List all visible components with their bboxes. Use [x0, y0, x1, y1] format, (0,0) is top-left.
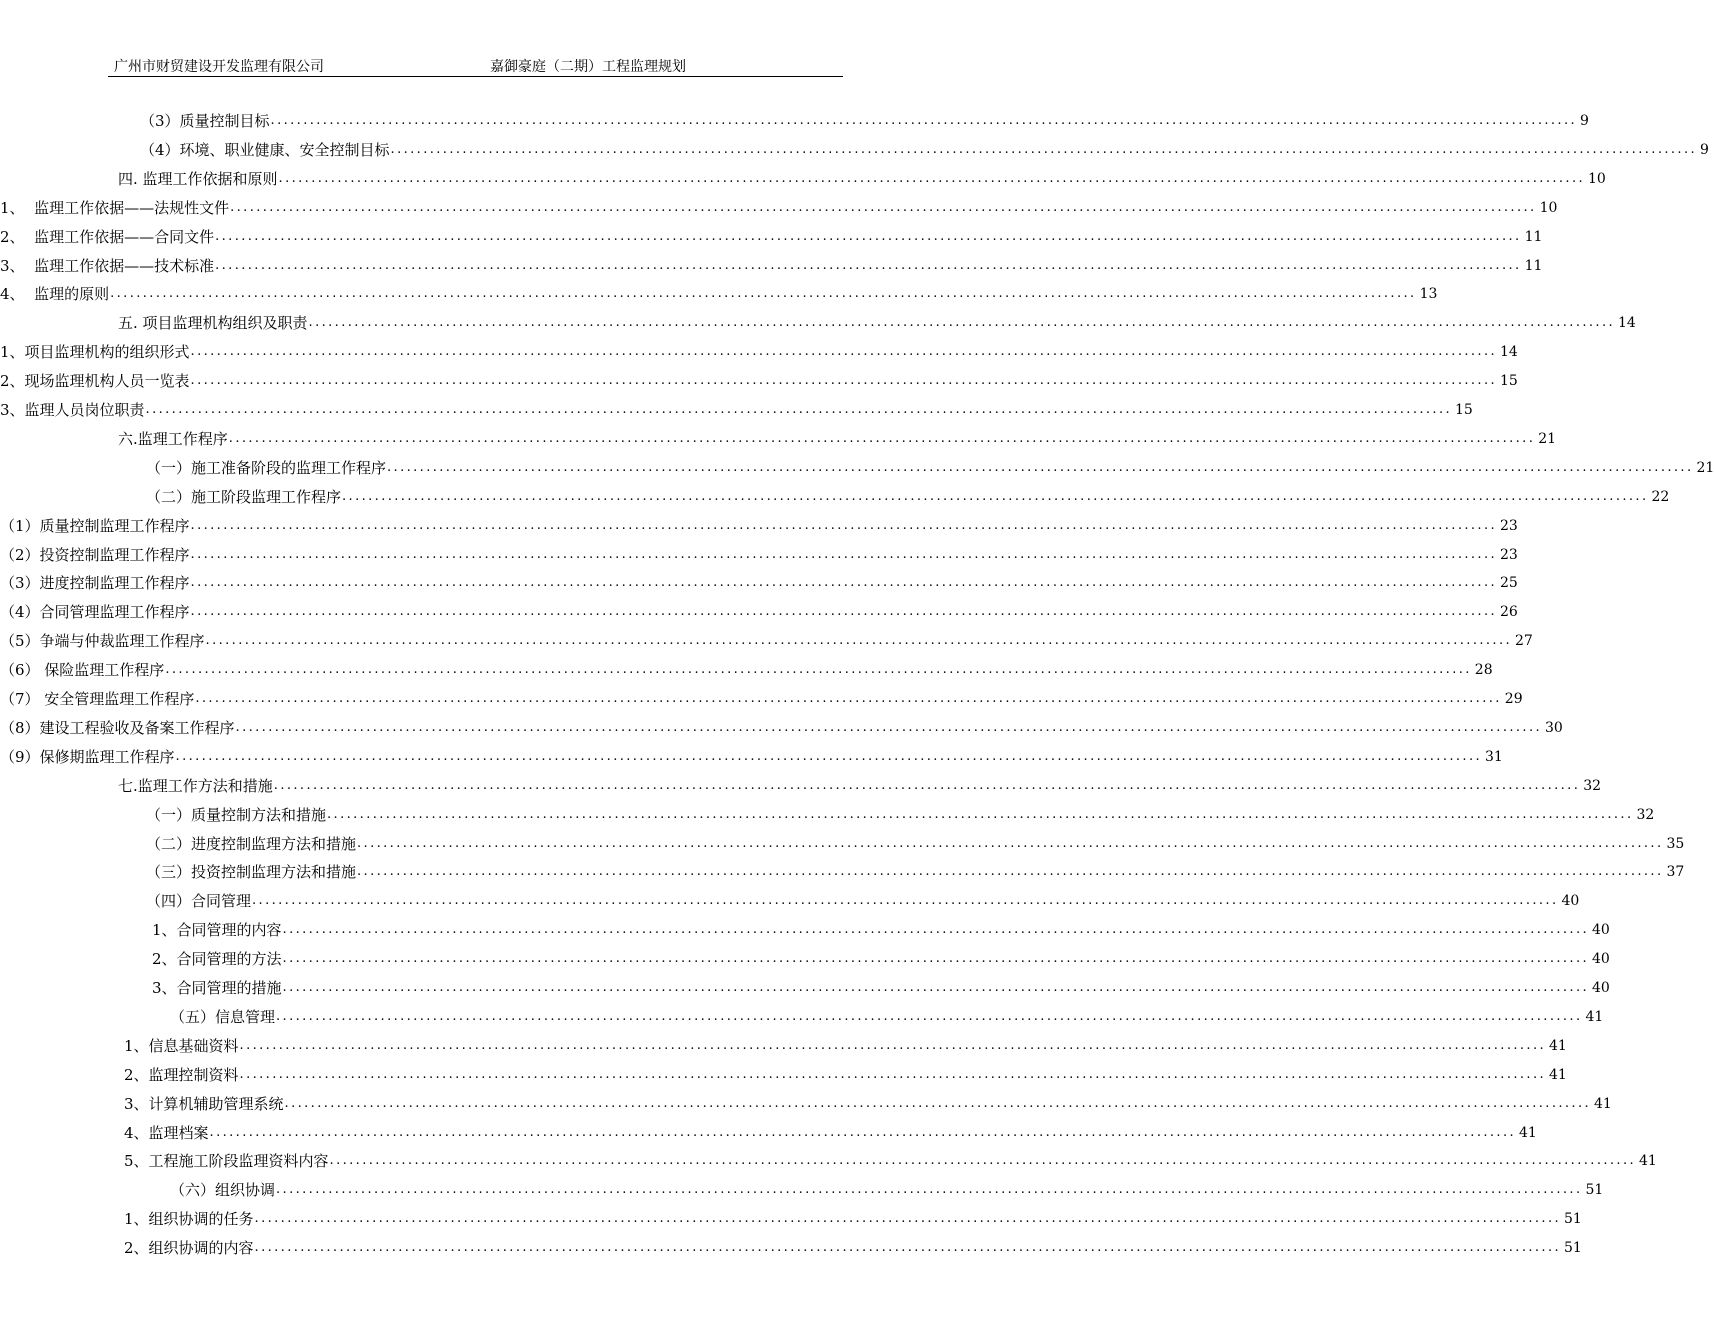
- toc-entry[interactable]: [124, 1084, 1612, 1113]
- toc-entry-label: （一）施工准备阶段的监理工作程序: [146, 458, 387, 477]
- toc-page-number: 35: [1666, 835, 1685, 852]
- toc-page-number: 13: [1419, 286, 1438, 303]
- toc-dot-leader: ........................................................................................................................................................................................................: [190, 344, 1498, 360]
- toc-entry[interactable]: [0, 650, 1493, 680]
- toc-entry-label: （5）争端与仲裁监理工作程序: [0, 632, 205, 651]
- toc-dot-leader: ........................................................................................................................................................................................................: [357, 864, 1664, 880]
- toc-entry-label: 3、 监理工作依据——技术标准: [0, 256, 215, 275]
- toc-page-number: 29: [1504, 691, 1523, 707]
- toc-page-number: 15: [1500, 373, 1518, 390]
- toc-entry-label: 5、工程施工阶段监理资料内容: [124, 1152, 329, 1171]
- toc-dot-leader: ........................................................................................................................................................................................................: [273, 777, 1581, 793]
- toc-entry[interactable]: [146, 448, 1714, 477]
- toc-entry-label: （2）投资控制监理工作程序: [0, 545, 190, 564]
- toc-page-number: 40: [1592, 922, 1610, 939]
- toc-page-number: 11: [1524, 228, 1543, 245]
- toc-entry-label: 五. 项目监理机构组织及职责: [118, 314, 308, 333]
- toc-page-number: 31: [1485, 748, 1503, 765]
- toc-entry-label: 1、信息基础资料: [124, 1036, 239, 1055]
- toc-entry[interactable]: [140, 101, 1589, 130]
- toc-dot-leader: ........................................................................................................................................................................................................: [209, 1124, 1517, 1140]
- toc-dot-leader: ........................................................................................................................................................................................................: [252, 893, 1559, 909]
- toc-entry-label: 2、组织协调的内容: [124, 1239, 254, 1258]
- toc-dot-leader: ........................................................................................................................................................................................................: [239, 1037, 1547, 1053]
- toc-entry-label: （9）保修期监理工作程序: [0, 747, 175, 766]
- toc-page-number: 15: [1455, 402, 1473, 418]
- toc-entry[interactable]: [170, 1170, 1604, 1200]
- toc-entry-label: 2、合同管理的方法: [152, 950, 282, 969]
- toc-page-number: 51: [1585, 1182, 1604, 1199]
- toc-dot-leader: ........................................................................................................................................................................................................: [342, 488, 1649, 504]
- toc-entry-label: 1、 监理工作依据——法规性文件: [0, 198, 230, 217]
- page-header: [108, 54, 843, 77]
- toc-entry-label: 七.监理工作方法和措施: [118, 776, 273, 795]
- toc-dot-leader: ........................................................................................................................................................................................................: [190, 546, 1498, 562]
- toc-entry[interactable]: [0, 217, 1543, 246]
- toc-dot-leader: ........................................................................................................................................................................................................: [387, 459, 1694, 475]
- toc-entry-label: （一）质量控制方法和措施: [146, 805, 327, 824]
- toc-entry-label: 3、合同管理的措施: [152, 979, 282, 997]
- toc-entry-label: 1、组织协调的任务: [124, 1210, 254, 1229]
- toc-entry-label: （三）投资控制监理方法和措施: [146, 863, 357, 882]
- toc-entry-label: 四. 监理工作依据和原则: [118, 169, 278, 188]
- toc-entry-label: （1）质量控制监理工作程序: [0, 516, 190, 535]
- toc-dot-leader: ........................................................................................................................................................................................................: [230, 199, 1537, 215]
- toc-page-number: 40: [1592, 980, 1610, 996]
- toc-page-number: 23: [1500, 546, 1518, 563]
- toc-dot-leader: ........................................................................................................................................................................................................: [190, 373, 1498, 389]
- toc-entry[interactable]: [124, 1055, 1567, 1084]
- toc-entry-label: （二）进度控制监理方法和措施: [146, 834, 357, 853]
- toc-dot-leader: ........................................................................................................................................................................................................: [190, 517, 1498, 533]
- toc-dot-leader: ........................................................................................................................................................................................................: [390, 141, 1698, 157]
- toc-page-number: 14: [1618, 315, 1636, 332]
- toc-entry[interactable]: [118, 766, 1602, 795]
- toc-dot-leader: ........................................................................................................................................................................................................: [276, 1182, 1583, 1198]
- toc-entry[interactable]: [124, 1199, 1582, 1229]
- toc-entry-label: 4、监理档案: [124, 1123, 209, 1142]
- toc-page-number: 41: [1519, 1124, 1537, 1141]
- toc-entry-label: （4）合同管理监理工作程序: [0, 603, 190, 622]
- toc-entry-label: 2、 监理工作依据——合同文件: [0, 227, 215, 246]
- toc-page-number: 14: [1500, 344, 1518, 361]
- toc-dot-leader: ........................................................................................................................................................................................................: [282, 922, 1590, 938]
- toc-dot-leader: ........................................................................................................................................................................................................: [278, 170, 1586, 186]
- toc-entry[interactable]: [0, 535, 1518, 564]
- toc-dot-leader: ........................................................................................................................................................................................................: [282, 980, 1590, 995]
- toc-entry[interactable]: [0, 246, 1543, 275]
- toc-entry[interactable]: [124, 1026, 1567, 1055]
- toc-entry[interactable]: [0, 361, 1518, 391]
- toc-page-number: 32: [1583, 777, 1602, 794]
- toc-entry-label: （3）质量控制目标: [140, 112, 270, 130]
- toc-entry[interactable]: [140, 130, 1709, 159]
- toc-entry[interactable]: [146, 852, 1685, 882]
- toc-page-number: 10: [1539, 199, 1558, 216]
- toc-page-number: 30: [1545, 719, 1563, 736]
- toc-entry[interactable]: [0, 506, 1518, 535]
- toc-page-number: 41: [1585, 1008, 1604, 1025]
- toc-page-number: 51: [1564, 1240, 1582, 1257]
- toc-entry[interactable]: [124, 1141, 1657, 1171]
- toc-entry[interactable]: [0, 679, 1523, 708]
- toc-dot-leader: ........................................................................................................................................................................................................: [165, 662, 1472, 678]
- toc-dot-leader: ........................................................................................................................................................................................................: [239, 1066, 1547, 1082]
- toc-page-number: 25: [1500, 575, 1518, 592]
- toc-page-number: 27: [1515, 633, 1533, 650]
- toc-entry-label: 2、现场监理机构人员一览表: [0, 372, 190, 391]
- toc-dot-leader: ........................................................................................................................................................................................................: [308, 315, 1616, 331]
- toc-dot-leader: ........................................................................................................................................................................................................: [329, 1153, 1637, 1169]
- toc-dot-leader: ........................................................................................................................................................................................................: [190, 575, 1498, 591]
- toc-page-number: 9: [1580, 113, 1589, 129]
- toc-entry-label: （8）建设工程验收及备案工作程序: [0, 718, 235, 737]
- toc-entry-label: 1、项目监理机构的组织形式: [0, 343, 190, 362]
- toc-entry-label: （六）组织协调: [170, 1181, 276, 1200]
- toc-entry[interactable]: [146, 477, 1670, 506]
- toc-entry-label: 1、合同管理的内容: [152, 921, 282, 940]
- toc-page-number: 32: [1636, 806, 1655, 823]
- toc-entry[interactable]: [118, 303, 1636, 333]
- toc-dot-leader: ........................................................................................................................................................................................................: [276, 1008, 1583, 1024]
- toc-entry[interactable]: [170, 997, 1604, 1026]
- toc-entry[interactable]: [0, 390, 1473, 419]
- toc-entry[interactable]: [0, 708, 1563, 737]
- toc-dot-leader: ........................................................................................................................................................................................................: [270, 113, 1578, 128]
- toc-entry-label: 3、计算机辅助管理系统: [124, 1094, 284, 1113]
- toc-entry-label: （五）信息管理: [170, 1007, 276, 1026]
- toc-entry-label: （6） 保险监理工作程序: [0, 661, 165, 680]
- toc-dot-leader: ........................................................................................................................................................................................................: [205, 633, 1513, 649]
- toc-dot-leader: ........................................................................................................................................................................................................: [254, 1240, 1562, 1256]
- toc-entry-label: 3、监理人员岗位职责: [0, 401, 145, 419]
- toc-entry[interactable]: [0, 737, 1503, 766]
- toc-page-number: 22: [1651, 488, 1670, 505]
- toc-entry-label: 六.监理工作程序: [118, 429, 228, 448]
- toc-page-number: 40: [1561, 893, 1580, 910]
- toc-entry[interactable]: [146, 824, 1685, 853]
- toc-dot-leader: ........................................................................................................................................................................................................: [110, 286, 1417, 302]
- toc-entry-label: （4）环境、职业健康、安全控制目标: [140, 140, 390, 159]
- toc-entry[interactable]: [0, 592, 1518, 622]
- toc-entry-label: （四）合同管理: [146, 892, 252, 911]
- toc-dot-leader: ........................................................................................................................................................................................................: [215, 257, 1522, 273]
- toc-page-number: 41: [1594, 1095, 1612, 1112]
- toc-dot-leader: ........................................................................................................................................................................................................: [235, 719, 1543, 735]
- toc-page-number: 26: [1500, 604, 1518, 621]
- toc-page-number: 23: [1500, 517, 1518, 534]
- toc-entry-label: （7） 安全管理监理工作程序: [0, 690, 195, 708]
- toc-entry[interactable]: [0, 332, 1518, 362]
- toc-entry[interactable]: [118, 159, 1606, 188]
- toc-page-number: 10: [1588, 170, 1606, 187]
- toc-dot-leader: ........................................................................................................................................................................................................: [357, 835, 1664, 851]
- toc-entry[interactable]: [0, 621, 1533, 651]
- toc-dot-leader: ........................................................................................................................................................................................................: [254, 1211, 1562, 1227]
- toc-page-number: 21: [1538, 430, 1557, 447]
- company-name: 广州市财贸建设开发监理有限公司: [114, 59, 324, 75]
- toc-page-number: 28: [1474, 662, 1493, 679]
- toc-entry-label: 2、监理控制资料: [124, 1065, 239, 1084]
- toc-page-number: 41: [1639, 1153, 1657, 1170]
- toc-page-number: 9: [1700, 141, 1709, 158]
- toc-dot-leader: ........................................................................................................................................................................................................: [228, 430, 1536, 446]
- toc-entry[interactable]: [152, 910, 1610, 940]
- toc-dot-leader: ........................................................................................................................................................................................................: [284, 1095, 1592, 1111]
- toc-entry[interactable]: [0, 563, 1518, 593]
- toc-entry[interactable]: [146, 795, 1655, 824]
- toc-page-number: 40: [1592, 951, 1610, 968]
- toc-page-number: 51: [1564, 1211, 1582, 1228]
- toc-page-number: 21: [1696, 459, 1714, 476]
- toc-entry[interactable]: [0, 274, 1438, 304]
- toc-entry-label: 4、 监理的原则: [0, 285, 110, 304]
- toc-page-number: 37: [1666, 864, 1685, 881]
- toc-dot-leader: ........................................................................................................................................................................................................: [190, 604, 1498, 620]
- toc-page-number: 41: [1549, 1037, 1567, 1054]
- toc-dot-leader: ........................................................................................................................................................................................................: [195, 691, 1502, 706]
- toc-page-number: 41: [1549, 1066, 1567, 1083]
- toc-entry[interactable]: [152, 968, 1610, 997]
- toc-entry[interactable]: [124, 1113, 1537, 1142]
- toc-dot-leader: ........................................................................................................................................................................................................: [145, 402, 1453, 417]
- toc-page-number: 11: [1524, 257, 1543, 274]
- toc-dot-leader: ........................................................................................................................................................................................................: [282, 951, 1590, 967]
- toc-entry-label: （3）进度控制监理工作程序: [0, 574, 190, 593]
- document-title: 嘉御豪庭（二期）工程监理规划: [490, 59, 686, 75]
- toc-entry[interactable]: [118, 419, 1557, 448]
- toc-entry[interactable]: [146, 881, 1580, 911]
- toc-entry[interactable]: [0, 188, 1558, 217]
- toc-entry[interactable]: [152, 939, 1610, 969]
- toc-entry-label: （二）施工阶段监理工作程序: [146, 487, 342, 506]
- toc-entry[interactable]: [124, 1228, 1582, 1258]
- toc-dot-leader: ........................................................................................................................................................................................................: [327, 806, 1634, 822]
- toc-dot-leader: ........................................................................................................................................................................................................: [215, 228, 1522, 244]
- toc-dot-leader: ........................................................................................................................................................................................................: [175, 748, 1483, 764]
